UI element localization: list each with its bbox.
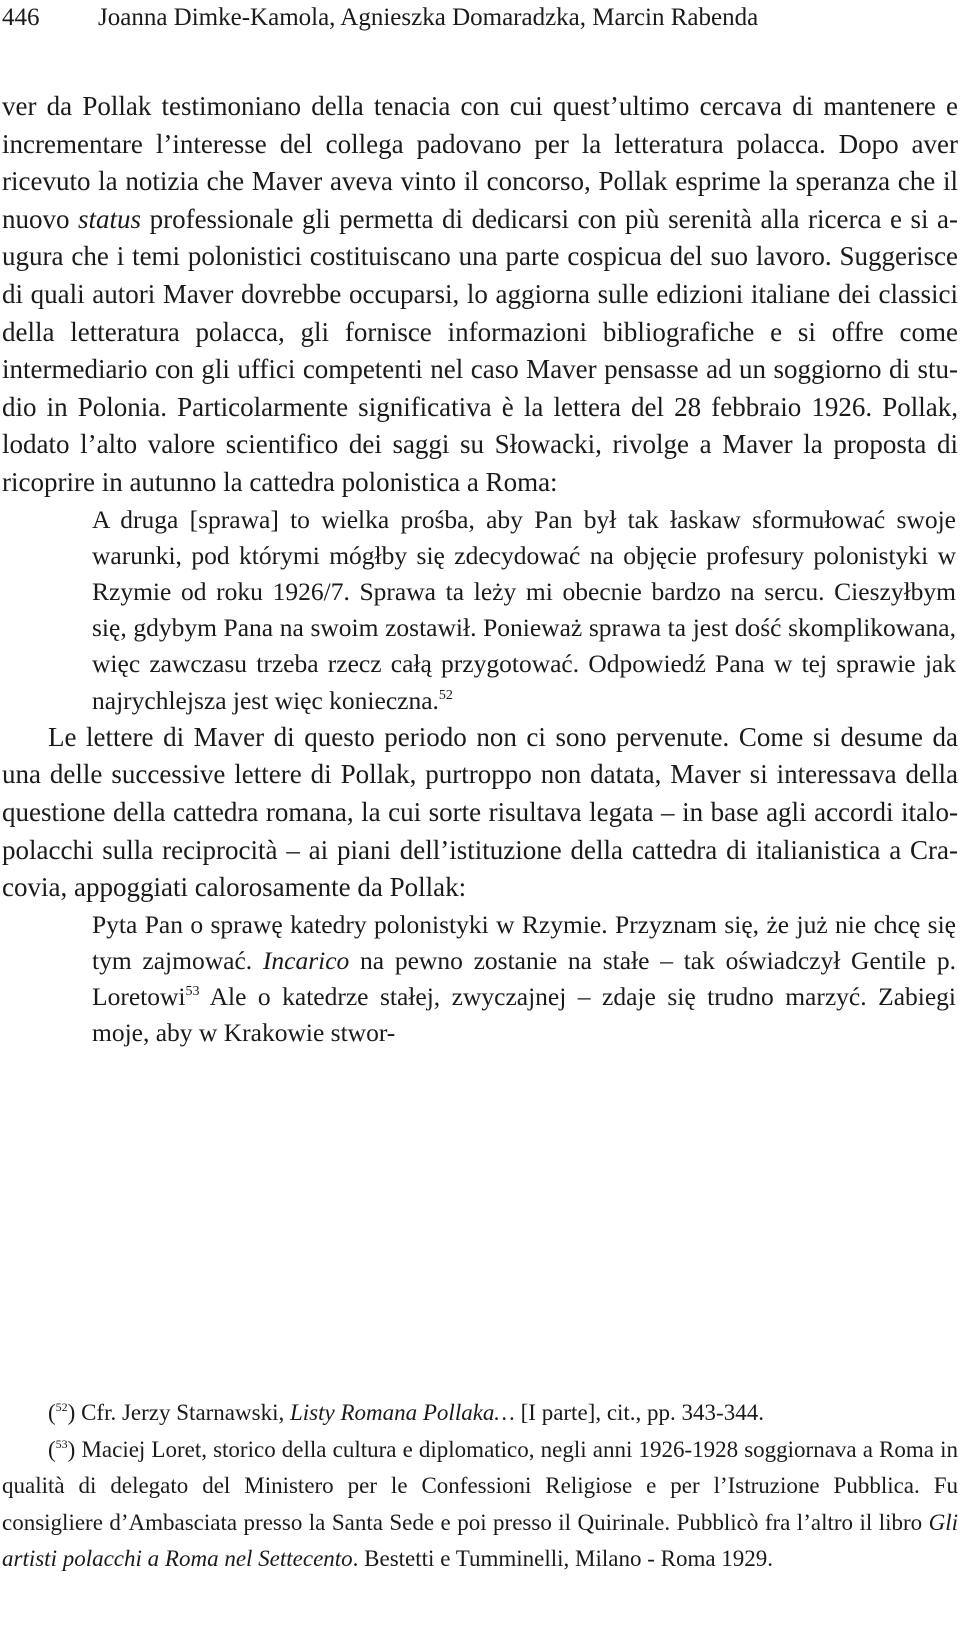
footnote-53-text-a: Maciej Loret, storico della cultura e diplomatico, negli anni 1926-1928 soggiornava a Roma in qualità di delegato del Ministero per le Confessioni Religiose e per l’Istruzione Pubblica. Fu consigliere d’Ambasciata presso la Santa Sede e poi presso il Quirinale. Pubblicò fra l’altro il libro [2, 1436, 958, 1535]
block-quote-2-text-b: na pewno zostanie na stałe – tak oświadczył Gentile p. Loretowi [92, 945, 956, 1012]
paragraph-1-italic: status [78, 203, 142, 234]
footnote-ref-53[interactable]: 53 [185, 984, 200, 1000]
footnote-53-italic: Gli artisti polacchi a Roma nel Settecento [2, 1509, 958, 1571]
footnote-52-text-a: Cfr. Jerzy Starnawski, [75, 1400, 290, 1425]
footnote-52-marker: ($^{52}$) [48, 1400, 76, 1425]
footnote-ref-52[interactable]: 52 [438, 687, 453, 703]
block-quote-1 [2, 502, 958, 719]
paragraph-1-text-a: ver da Pollak testimoniano della tenacia con cui quest’ultimo cercava di mantenere e incrementare l’interesse del collega padovano per la letteratura polacca. Dopo aver ricevuto la notizia che Maver aveva vinto il concorso, Pollak esprime la speranza che il nuovo [2, 91, 958, 234]
footnote-52-text-b: [I parte], cit., pp. 343-344. [514, 1400, 764, 1425]
footnote-52 [2, 1395, 958, 1432]
main-text [2, 88, 958, 1052]
page-number: 446 [2, 4, 40, 31]
footnote-53-text-b: . Bestetti e Tumminelli, Milano - Roma 1929. [352, 1546, 774, 1571]
block-quote-2 [2, 907, 958, 1052]
block-quote-2-text-c: Ale o katedrze stałej, zwyczajnej – zdaje się trudno marzyć. Zabiegi moje, aby w Krakowie stwor- [92, 982, 956, 1048]
block-quote-2-text-a: Pyta Pan o sprawę katedry polonistyki w Rzymie. Przyznam się, że już nie chcę się tym zajmować. [92, 909, 956, 975]
block-quote-1-text: A druga [sprawa] to wielka prośba, aby Pan był tak łaskaw sformułować swoje warunki, pod którymi mógłby się zdecydować na objęcie profesury polonistyki w Rzymie od roku 1926/7. Sprawa ta leży mi obecnie bardzo na sercu. Cieszyłbym się, gdybym Pana na swoim zostawił. Ponieważ sprawa ta jest dość skomplikowana, więc zawczasu trzeba rzecz całą przygotować. Odpowiedź Pana w tej sprawie jak najrychlejsza jest więc konieczna. [92, 504, 956, 715]
footnote-53-marker: ($^{53}$) [48, 1436, 76, 1462]
paragraph-1-text-b: professionale gli permetta di dedicarsi con più serenità alla ricerca e si augura che i temi polonistici costituiscano una parte cospicua del suo lavoro. Suggerisce di quali autori Maver dovrebbe occuparsi, lo aggiorna sulle edizioni italiane dei classici della letteratura polacca, gli fornisce informazioni bibliografiche e si offre come intermediario con gli uffici competenti nel caso Maver pensasse ad un soggiorno di studio in Polonia. Particolarmente significativa è la lettera del 28 febbraio 1926. Pollak, lodato l’alto valore scientifico dei saggi su Słowacki, rivolge a Maver la proposta di ricoprire in autunno la cattedra polonistica a Roma: [2, 203, 958, 497]
footnote-52-italic: Listy Romana Pollaka… [289, 1400, 515, 1425]
block-quote-2-italic: Incarico [262, 945, 350, 975]
running-head [2, 0, 942, 36]
paragraph-2: Le lettere di Maver di questo periodo non ci sono pervenute. Come si desume da una delle successive lettere di Pollak, purtroppo non datata, Maver si interessava della questione della cattedra romana, la cui sorte risultava legata – in base agli accordi italo-polacchi sulla reciprocità – ai piani dell’istituzione della cattedra di italianistica a Cracovia, appoggiati calorosamente da Pollak: [2, 721, 958, 903]
footnotes [2, 1395, 958, 1578]
footnote-53 [2, 1432, 958, 1578]
paragraph-1 [2, 88, 958, 502]
running-head-authors: Joanna Dimke-Kamola, Agnieszka Domaradzka, Marcin Rabenda [98, 4, 759, 31]
